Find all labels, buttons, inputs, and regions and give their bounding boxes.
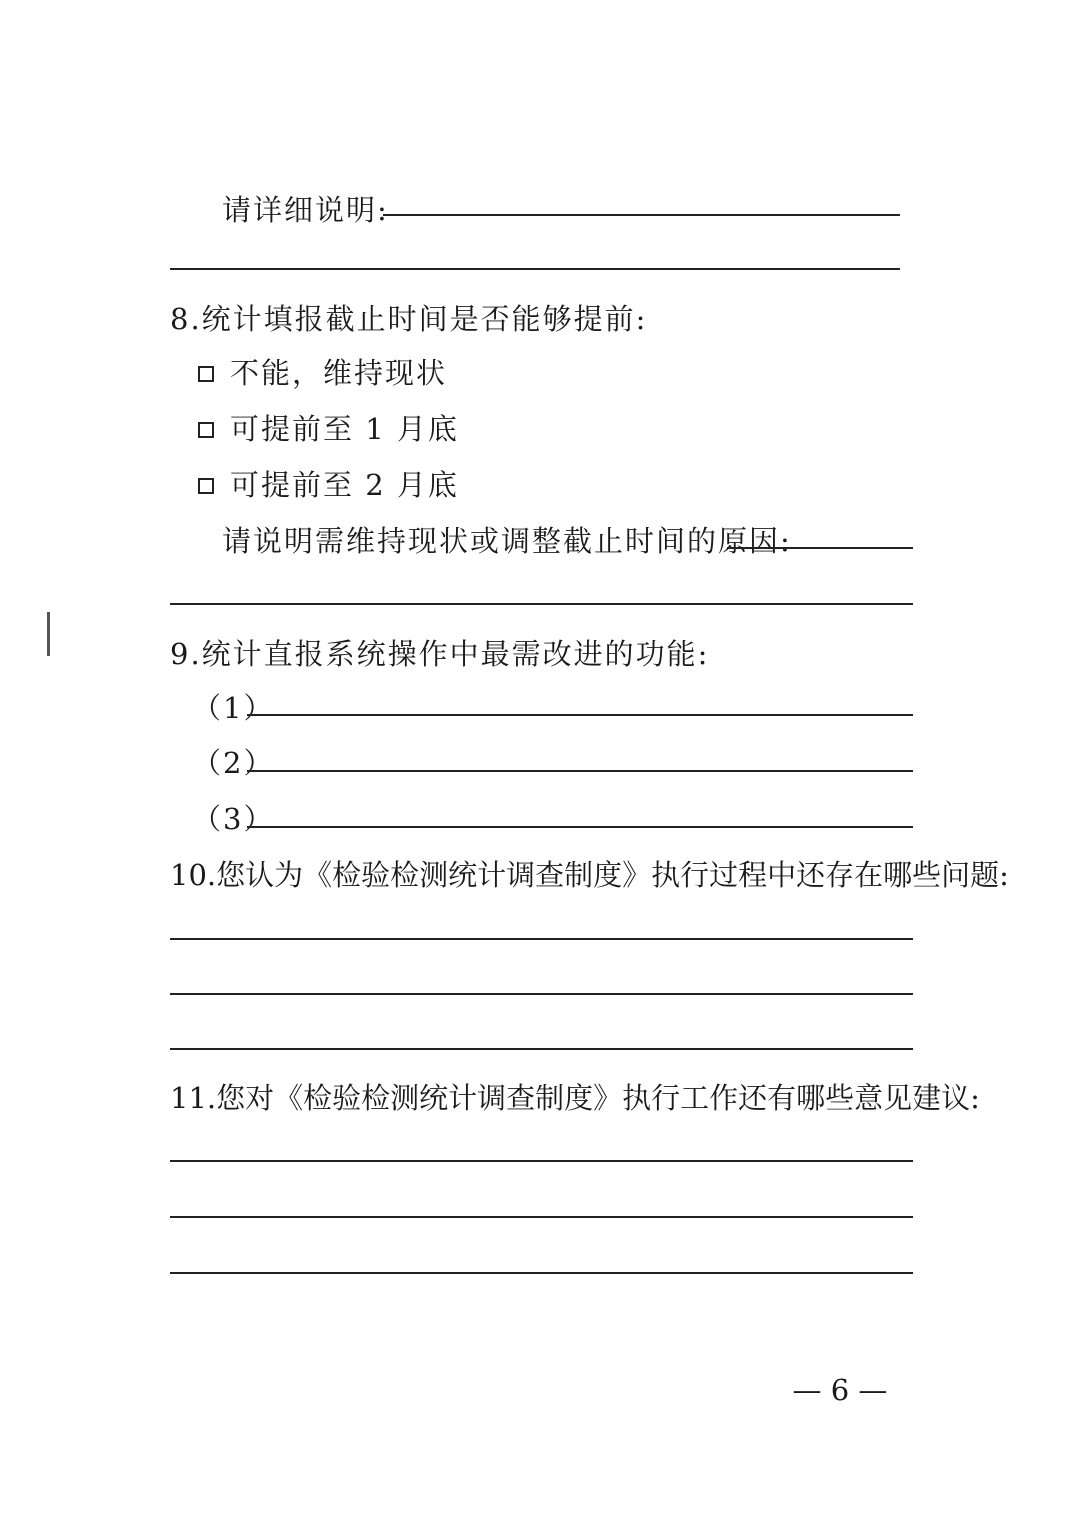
page-number: — 6 — bbox=[792, 1373, 888, 1407]
q8-reason-line-2[interactable] bbox=[170, 603, 913, 605]
q10-answer-line-3[interactable] bbox=[170, 1048, 913, 1050]
q9-question: 9.统计直报系统操作中最需改进的功能: bbox=[170, 637, 710, 671]
q9-item-3-label: （3） bbox=[192, 802, 275, 836]
q8-option-3-checkbox[interactable] bbox=[198, 478, 214, 494]
q8-reason-label: 请说明需维持现状或调整截止时间的原因: bbox=[222, 524, 792, 558]
q11-answer-line-3[interactable] bbox=[170, 1272, 913, 1274]
q8-option-1-label: 不能，维持现状 bbox=[230, 356, 448, 390]
q8-reason-line-1[interactable] bbox=[727, 547, 913, 549]
q10-answer-line-2[interactable] bbox=[170, 993, 913, 995]
q9-item-2-label: （2） bbox=[192, 746, 275, 780]
q8-option-1-checkbox[interactable] bbox=[198, 366, 214, 382]
q11-answer-line-1[interactable] bbox=[170, 1160, 913, 1162]
q9-item-1-line[interactable] bbox=[247, 714, 913, 716]
q9-item-2-line[interactable] bbox=[247, 770, 913, 772]
detail-label: 请详细说明: bbox=[222, 193, 389, 227]
detail-answer-line-1[interactable] bbox=[383, 214, 900, 216]
q8-option-2-label: 可提前至 1 月底 bbox=[230, 412, 459, 446]
q9-item-1-label: （1） bbox=[192, 691, 275, 725]
q8-option-3-label: 可提前至 2 月底 bbox=[230, 468, 459, 502]
q9-item-3-line[interactable] bbox=[247, 826, 913, 828]
q11-question: 11.您对《检验检测统计调查制度》执行工作还有哪些意见建议: bbox=[170, 1081, 980, 1115]
q10-question: 10.您认为《检验检测统计调查制度》执行过程中还存在哪些问题: bbox=[170, 858, 1009, 892]
q8-option-2-checkbox[interactable] bbox=[198, 422, 214, 438]
q8-question: 8.统计填报截止时间是否能够提前: bbox=[170, 302, 648, 336]
q11-answer-line-2[interactable] bbox=[170, 1216, 913, 1218]
q10-answer-line-1[interactable] bbox=[170, 938, 913, 940]
detail-answer-line-2[interactable] bbox=[170, 268, 900, 270]
binding-mark bbox=[47, 612, 50, 656]
